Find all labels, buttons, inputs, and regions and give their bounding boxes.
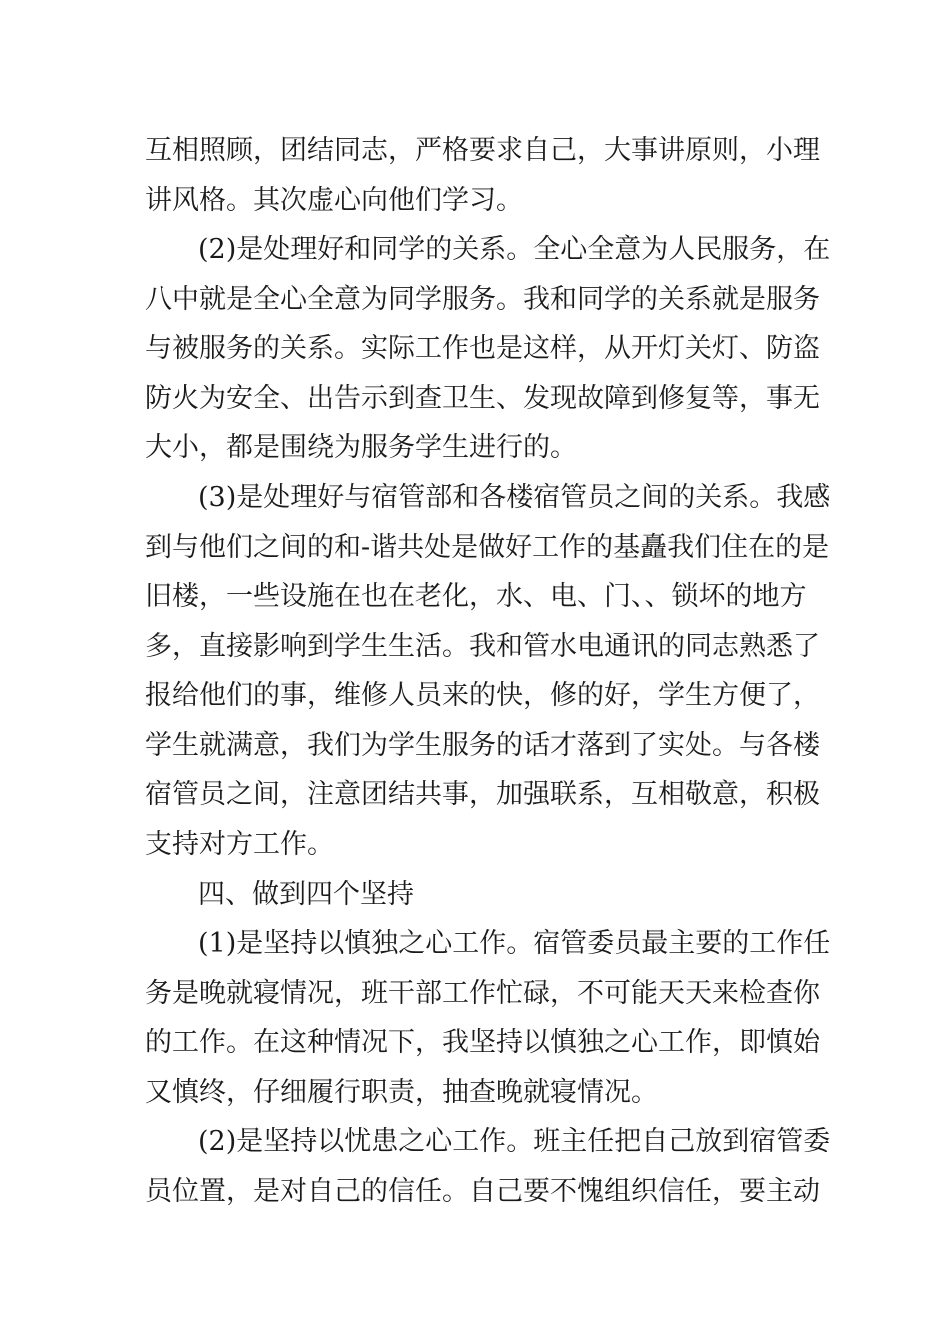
paragraph-start-line: (3)是处理好与宿管部和各楼宿管员之间的关系。我感 (198, 482, 831, 513)
text-line: 互相照顾，团结同志，严格要求自己，大事讲原则，小理 (145, 135, 820, 166)
paragraph-start-line: (2)是处理好和同学的关系。全心全意为人民服务，在 (198, 234, 831, 265)
text-line: 旧楼，一些设施在也在老化，水、电、门、、锁坏的地方 (145, 581, 807, 612)
text-line: 又慎终，仔细履行职责，抽查晚就寝情况。 (145, 1077, 658, 1108)
text-line: 到与他们之间的和-谐共处是做好工作的基矗我们住在的是 (145, 532, 830, 563)
text-line: 八中就是全心全意为同学服务。我和同学的关系就是服务 (145, 284, 820, 315)
text-line: 支持对方工作。 (145, 829, 334, 860)
text-line: 宿管员之间，注意团结共事，加强联系，互相敬意，积极 (145, 779, 820, 810)
text-line: 员位置，是对自己的信任。自己要不愧组织信任，要主动 (145, 1176, 820, 1207)
paragraph-start-line: (2)是坚持以忧患之心工作。班主任把自己放到宿管委 (198, 1126, 831, 1157)
text-line: 防火为安全、出告示到查卫生、发现故障到修复等，事无 (145, 383, 820, 414)
text-line: 学生就满意，我们为学生服务的话才落到了实处。与各楼 (145, 730, 820, 761)
section-heading: 四、做到四个坚持 (198, 879, 414, 910)
text-line: 讲风格。其次虚心向他们学习。 (145, 185, 523, 216)
paragraph-start-line: (1)是坚持以慎独之心工作。宿管委员最主要的工作任 (198, 928, 831, 959)
text-line: 多，直接影响到学生生活。我和管水电通讯的同志熟悉了 (145, 631, 820, 662)
text-line: 务是晚就寝情况，班干部工作忙碌，不可能天天来检查你 (145, 978, 820, 1009)
text-line: 与被服务的关系。实际工作也是这样，从开灯关灯、防盗 (145, 333, 820, 364)
text-line: 的工作。在这种情况下，我坚持以慎独之心工作，即慎始 (145, 1027, 820, 1058)
text-line: 报给他们的事，维修人员来的快，修的好，学生方便了， (145, 680, 820, 711)
text-line: 大小，都是围绕为服务学生进行的。 (145, 432, 577, 463)
